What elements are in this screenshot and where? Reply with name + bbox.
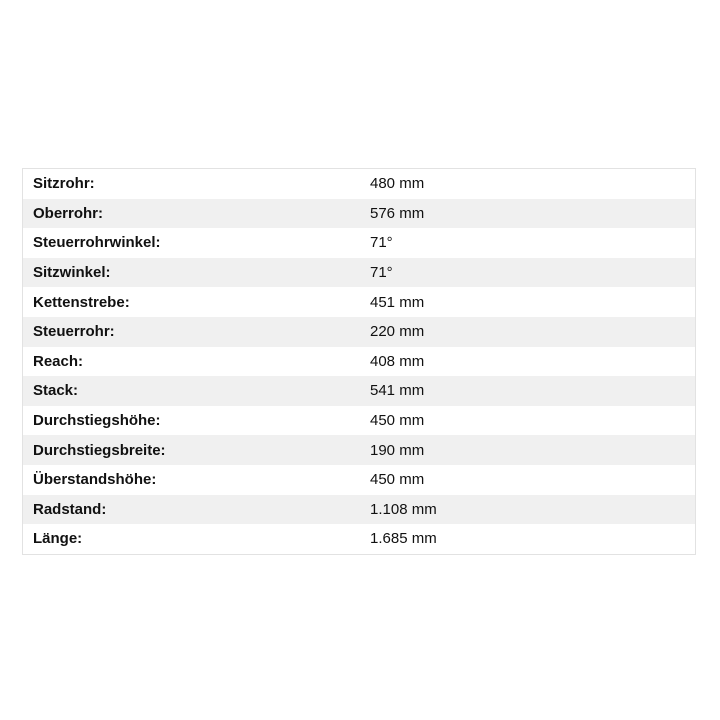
spec-value: 220 mm [370, 323, 425, 341]
spec-label: Sitzrohr: [33, 175, 95, 193]
table-row [23, 376, 696, 406]
spec-label: Länge: [33, 530, 83, 548]
spec-value: 451 mm [370, 293, 425, 311]
spec-value: 450 mm [370, 412, 425, 430]
table-row [23, 465, 696, 495]
spec-value: 71° [370, 264, 393, 282]
spec-label: Steuerrohr: [33, 323, 115, 341]
spec-value: 480 mm [370, 175, 425, 193]
spec-value: 408 mm [370, 352, 425, 370]
spec-value: 1.108 mm [370, 500, 437, 518]
spec-label: Durchstiegshöhe: [33, 412, 161, 430]
table-row [23, 199, 696, 229]
table-row [23, 258, 696, 288]
table-row [23, 524, 696, 554]
spec-label: Überstandshöhe: [33, 471, 157, 489]
spec-value: 576 mm [370, 204, 425, 222]
table-row [23, 495, 696, 525]
table-row [23, 435, 696, 465]
spec-label: Durchstiegsbreite: [33, 441, 166, 459]
spec-value: 190 mm [370, 441, 425, 459]
table-row [23, 169, 696, 199]
geometry-spec-table [22, 168, 696, 555]
spec-value: 1.685 mm [370, 530, 437, 548]
spec-label: Sitzwinkel: [33, 264, 111, 282]
spec-value: 541 mm [370, 382, 425, 400]
spec-label: Kettenstrebe: [33, 293, 130, 311]
table-row [23, 406, 696, 436]
table-row [23, 287, 696, 317]
table-row [23, 347, 696, 377]
spec-label: Oberrohr: [33, 204, 104, 222]
spec-label: Steuerrohrwinkel: [33, 234, 161, 252]
spec-label: Stack: [33, 382, 79, 400]
spec-value: 450 mm [370, 471, 425, 489]
spec-label: Reach: [33, 352, 84, 370]
table-row [23, 317, 696, 347]
spec-value: 71° [370, 234, 393, 252]
spec-label: Radstand: [33, 500, 107, 518]
table-row [23, 228, 696, 258]
